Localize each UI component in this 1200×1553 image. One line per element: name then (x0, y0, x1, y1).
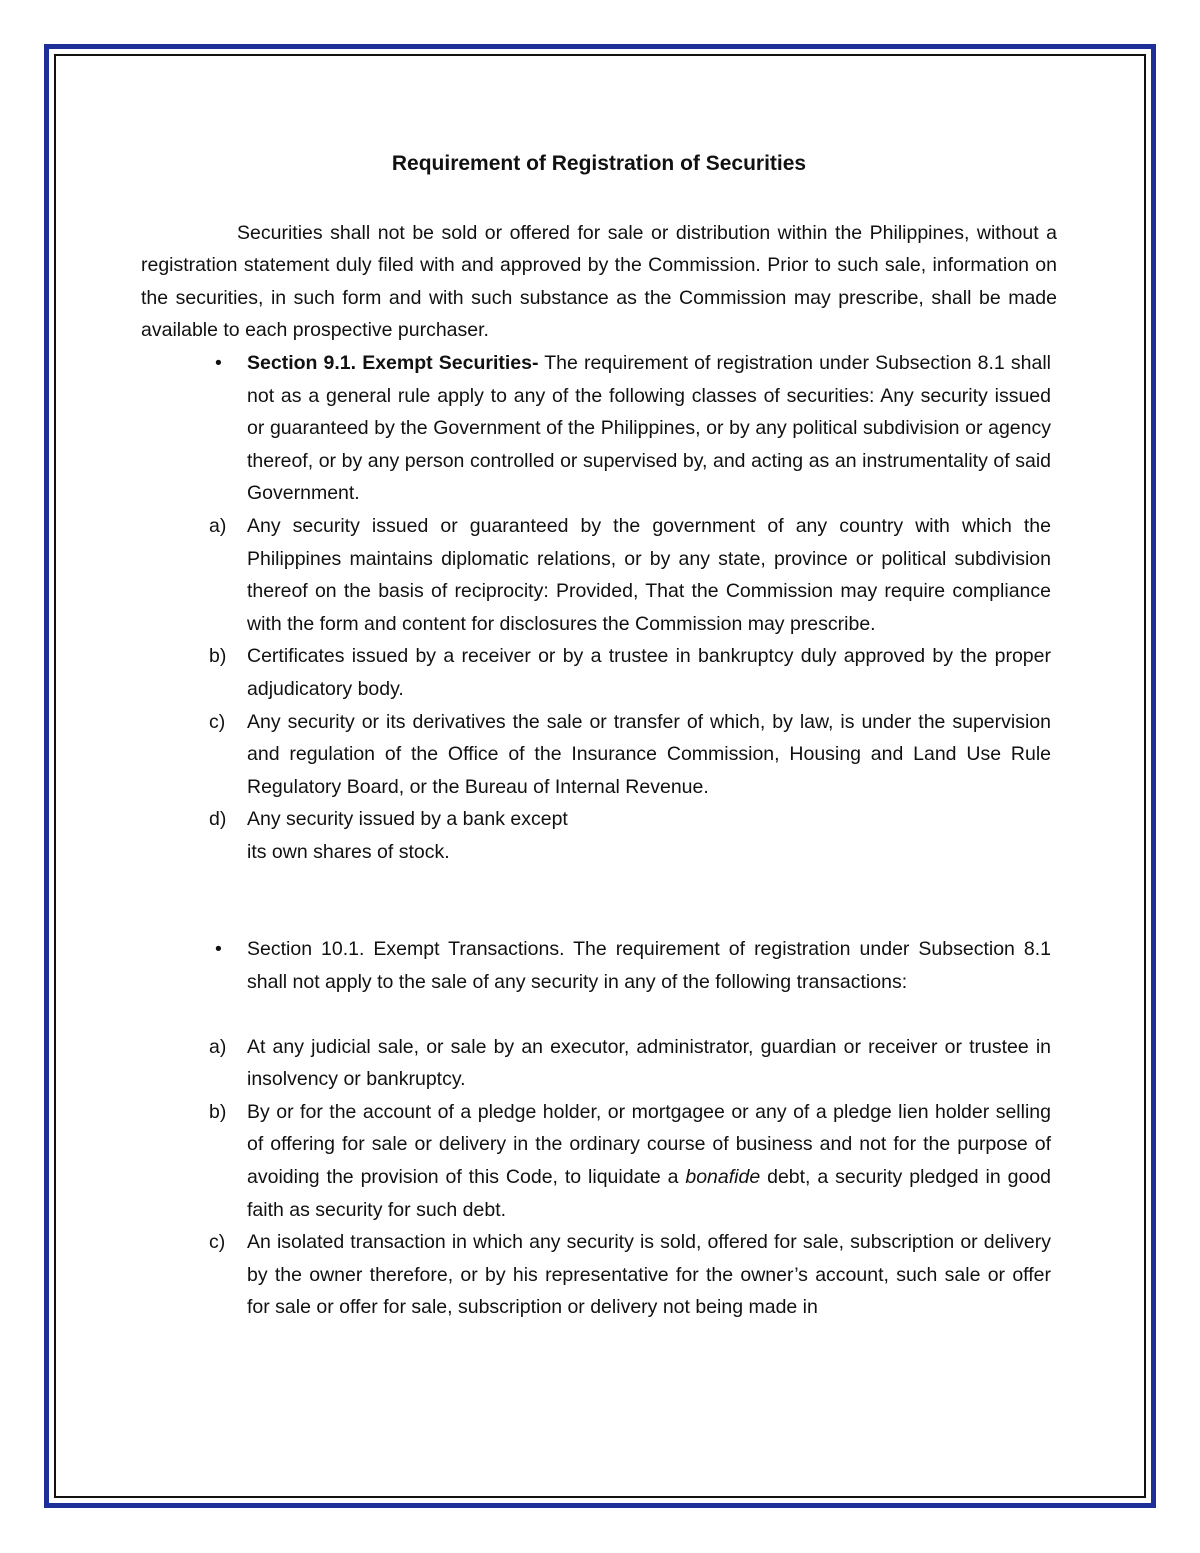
document-body (141, 148, 1057, 1324)
list-item-text: Any security issued or guaranteed by the government of any country with which the Philippines maintains diplomatic relations, or by any state, province or political subdivision thereof on the basis of reciprocity: Provided, That the Commission may require compliance with the form and content for disclosures the Commission may prescribe. (247, 514, 1051, 635)
italic-term: bonafide (685, 1166, 761, 1189)
section-9-1-text (247, 347, 1051, 510)
list-item-line-2: its own shares of stock. (247, 840, 450, 863)
spacer (141, 868, 1057, 933)
section-9-1-heading: Section 9.1. Exempt Securities- (247, 351, 539, 374)
section-10-1-bullet (209, 933, 1051, 998)
list-label: a) (209, 514, 227, 537)
list-item (209, 706, 1051, 804)
spacer (141, 999, 1057, 1031)
list-item-text: Any security or its derivatives the sale or transfer of which, by law, is under the supervision and regulation of the Office of the Insurance Commission, Housing and Land Use Rule Regulatory Board, or the Bureau of Internal Revenue. (247, 710, 1051, 798)
list-item-line-1: Any security issued by a bank except (247, 808, 568, 831)
list-item (209, 1031, 1051, 1096)
section-10-1-text: Section 10.1. Exempt Transactions. The requirement of registration under Subsection 8.1 shall not apply to the sale of any security in any of the following transactions: (247, 938, 1051, 994)
list-item-text: At any judicial sale, or sale by an executor, administrator, guardian or receiver or trustee in insolvency or bankruptcy. (247, 1035, 1051, 1091)
list-label: b) (209, 1100, 227, 1123)
section-9-1-body: The requirement of registration under Subsection 8.1 shall not as a general rule apply to any of the following classes of securities: Any security issued or guaranteed by the Government of the Philippines, or by any political subdivision or agency thereof, or by any person controlled or supervised by, and acting as an instrumentality of said Government. (247, 351, 1052, 505)
list-label: b) (209, 645, 227, 668)
list-label: c) (209, 1231, 226, 1254)
list-item-text-part: debt, a security pledged in good faith as security for such debt. (247, 1166, 1051, 1221)
list-item (209, 803, 1051, 868)
list-label: c) (209, 710, 226, 733)
list-item (209, 1096, 1051, 1226)
list-item (209, 510, 1051, 640)
list-item-text (247, 803, 1051, 868)
bullet-marker: • (215, 938, 222, 961)
list-item (209, 1226, 1051, 1324)
list-item (209, 640, 1051, 705)
section-9-1-bullet (209, 347, 1051, 510)
list-item-text: Certificates issued by a receiver or by a trustee in bankruptcy duly approved by the proper adjudicatory body. (247, 645, 1051, 700)
list-item-text (247, 1096, 1051, 1226)
document-title: Requirement of Registration of Securities (391, 152, 807, 175)
bullet-marker: • (215, 351, 222, 374)
list-item-text-part: By or for the account of a pledge holder, or mortgagee or any of a pledge lien holder selling of offering for sale or delivery in the ordinary course of business and not for the purpose of avoiding the provision of this Code, to liquidate a (247, 1100, 1051, 1189)
list-item-text: An isolated transaction in which any security is sold, offered for sale, subscription or delivery by the owner therefore, or by his representative for the owner’s account, such sale or offer for sale or offer for sale, subscription or delivery not being made in (247, 1231, 1051, 1319)
list-label: d) (209, 808, 227, 831)
list-label: a) (209, 1035, 227, 1058)
intro-paragraph: Securities shall not be sold or offered for sale or distribution within the Philippines, without a registration statement duly filed with and approved by the Commission. Prior to such sale, information on the securities, in such form and with such substance as the Commission may prescribe, shall be made available to each prospective purchaser. (141, 221, 1057, 342)
